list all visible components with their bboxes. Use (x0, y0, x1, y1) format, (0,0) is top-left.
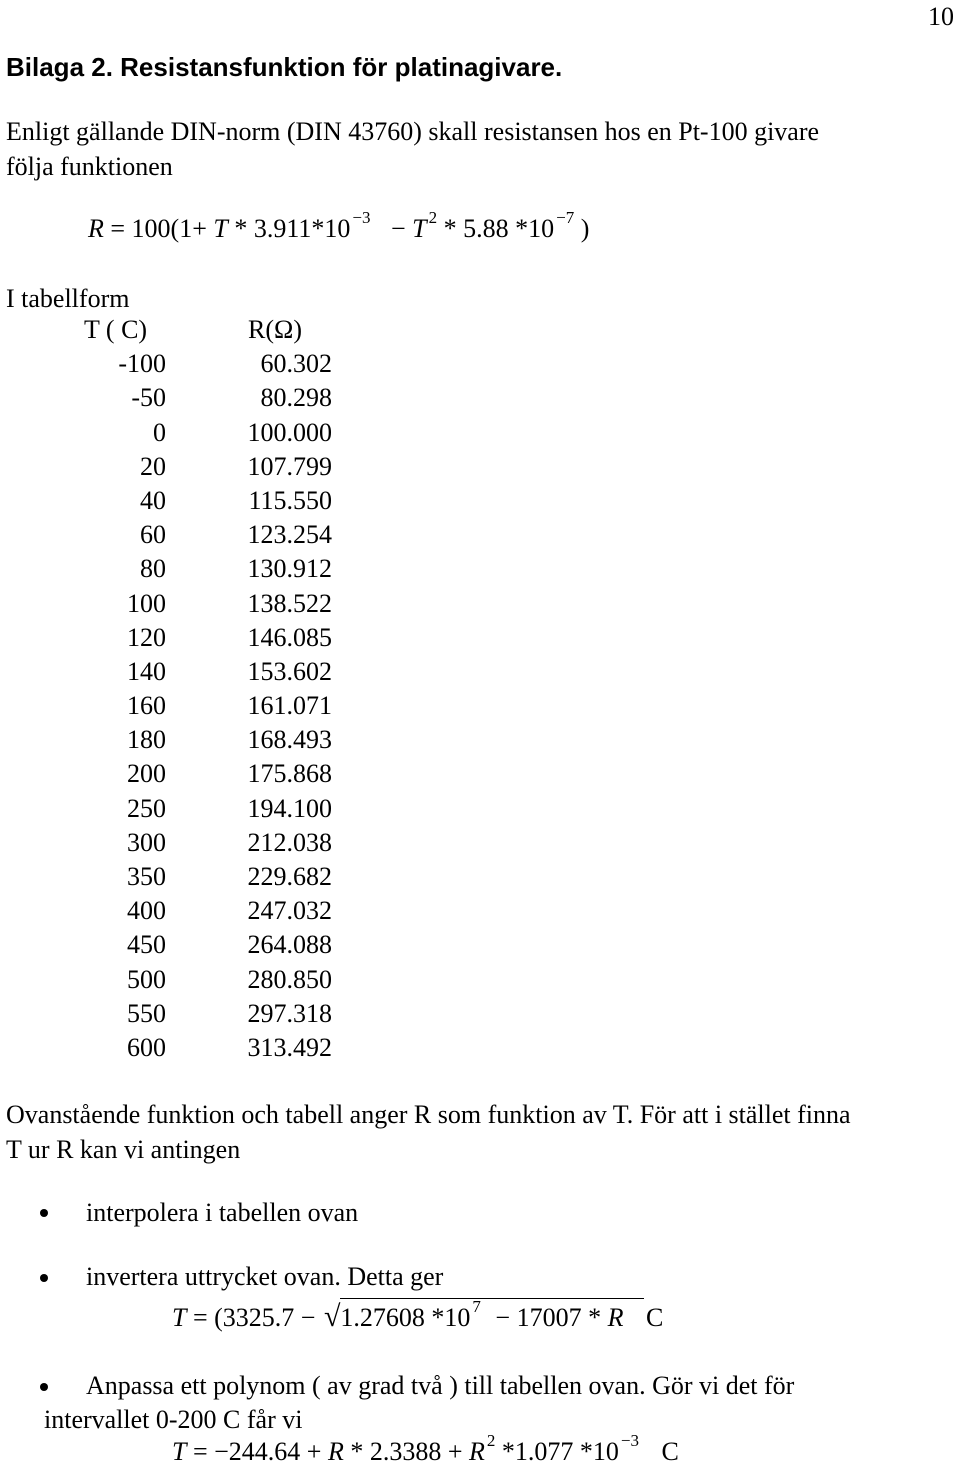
formula-exponent: 2 (428, 208, 438, 227)
bullet-invert: invertera uttrycket ovan. Detta ger (86, 1262, 444, 1291)
table-cell-resistance: 80.298 (260, 383, 332, 413)
table-cell-temperature: 500 (127, 964, 166, 994)
table-cell-resistance: 123.254 (247, 520, 332, 550)
intro-line-1: Enligt gällande DIN-norm (DIN 43760) skall resistansen hos en Pt-100 givare (6, 117, 820, 146)
formula-minus: − (390, 214, 406, 243)
formula-part: *1.077 *10 (501, 1437, 619, 1466)
formula-unit: C (661, 1437, 679, 1466)
table-cell-resistance: 130.912 (247, 554, 332, 584)
table-cell-temperature: 550 (127, 998, 166, 1028)
table-intro: I tabellform (6, 284, 130, 313)
table-cell-temperature: 160 (127, 691, 166, 721)
bullet-polynomial: Anpassa ett polynom ( av grad två ) till tabellen ovan. Gör vi det för (86, 1371, 795, 1400)
table-cell-resistance: 297.318 (247, 998, 332, 1028)
table-cell-temperature: -50 (131, 383, 166, 413)
formula-var-t: T (213, 214, 228, 243)
table-cell-resistance: 100.000 (247, 417, 332, 447)
formula-var-t: T (172, 1303, 187, 1332)
table-cell-temperature: 600 (127, 1032, 166, 1062)
bullet-dot (40, 1383, 48, 1391)
bullet-interpolate: interpolera i tabellen ovan (86, 1198, 359, 1227)
table-cell-resistance: 280.850 (247, 964, 332, 994)
table-cell-temperature: 300 (127, 827, 166, 857)
conclusion-line-2: T ur R kan vi antingen (6, 1135, 241, 1164)
formula-part: = −244.64 + (192, 1437, 322, 1466)
table-cell-resistance: 264.088 (247, 930, 332, 960)
main-formula (88, 208, 590, 244)
table-cell-resistance: 60.302 (260, 349, 332, 379)
table-cell-resistance: 138.522 (247, 588, 332, 618)
table-header-r: R(Ω) (248, 315, 302, 344)
table-cell-temperature: 120 (127, 622, 166, 652)
table-cell-resistance: 168.493 (247, 725, 332, 755)
page-heading: Bilaga 2. Resistansfunktion för platinagivare. (6, 52, 563, 82)
formula-exponent: 2 (486, 1431, 496, 1450)
table-cell-temperature: 450 (127, 930, 166, 960)
table-cell-temperature: 20 (140, 451, 166, 481)
formula-exponent: −3 (620, 1431, 640, 1450)
formula-var-r: R (88, 214, 104, 243)
sqrt-bar (340, 1298, 644, 1299)
table-cell-resistance: 146.085 (247, 622, 332, 652)
formula-var-t: T (172, 1437, 187, 1466)
table-cell-temperature: -100 (118, 349, 166, 379)
formula-part: * 5.88 *10 (443, 214, 555, 243)
table-cell-resistance: 194.100 (247, 793, 332, 823)
table-cell-temperature: 350 (127, 862, 166, 891)
bullet-dot (40, 1274, 48, 1282)
table-cell-temperature: 60 (140, 520, 166, 550)
table-cell-resistance: 107.799 (247, 451, 332, 481)
table-cell-temperature: 140 (127, 656, 166, 686)
formula-var-r: R (469, 1437, 485, 1466)
formula-part: − 17007 * (495, 1303, 602, 1332)
table-cell-resistance: 247.032 (247, 896, 332, 926)
formula-unit: C (645, 1303, 664, 1332)
polynomial-formula (172, 1431, 679, 1467)
formula-part: = (3325.7 − (192, 1303, 316, 1332)
bullet-dot (40, 1209, 48, 1217)
inverse-formula (172, 1297, 664, 1334)
table-cell-temperature: 400 (127, 896, 166, 926)
table-cell-temperature: 180 (127, 725, 166, 755)
table-cell-resistance: 115.550 (248, 485, 332, 515)
formula-var-t: T (412, 214, 427, 243)
table-cell-resistance: 175.868 (247, 759, 332, 789)
page-number: 10 (928, 2, 954, 31)
formula-var-r: R (607, 1303, 624, 1332)
table-cell-resistance: 313.492 (247, 1032, 332, 1062)
sqrt-icon: √ (323, 1300, 341, 1333)
formula-exponent: −3 (352, 208, 371, 227)
formula-part: = 100(1+ (110, 214, 207, 243)
formula-var-r: R (327, 1437, 344, 1466)
formula-part: 1.27608 *10 (340, 1303, 471, 1332)
table-cell-temperature: 0 (153, 417, 166, 447)
intro-line-2: följa funktionen (6, 152, 173, 181)
formula-part: ) (580, 214, 590, 243)
table-cell-resistance: 212.038 (247, 827, 332, 857)
table-cell-temperature: 250 (127, 793, 166, 823)
table-cell-temperature: 80 (140, 554, 166, 584)
formula-part: * 3.911*10 (234, 214, 351, 243)
table-header-t: T ( C) (84, 315, 148, 344)
table-cell-temperature: 40 (140, 485, 166, 515)
table-cell-temperature: 200 (127, 759, 166, 789)
conclusion-line-1: Ovanstående funktion och tabell anger R som funktion av T. För att i stället finna (6, 1100, 851, 1129)
formula-exponent: 7 (472, 1297, 481, 1316)
table-cell-resistance: 153.602 (247, 656, 332, 686)
formula-part: * 2.3388 + (350, 1437, 463, 1466)
table-cell-resistance: 161.071 (247, 691, 332, 721)
table-cell-temperature: 100 (127, 588, 166, 618)
table-cell-resistance: 229.682 (247, 862, 332, 891)
formula-exponent: −7 (556, 208, 575, 227)
bullet-polynomial-cont: intervallet 0-200 C får vi (44, 1405, 303, 1434)
